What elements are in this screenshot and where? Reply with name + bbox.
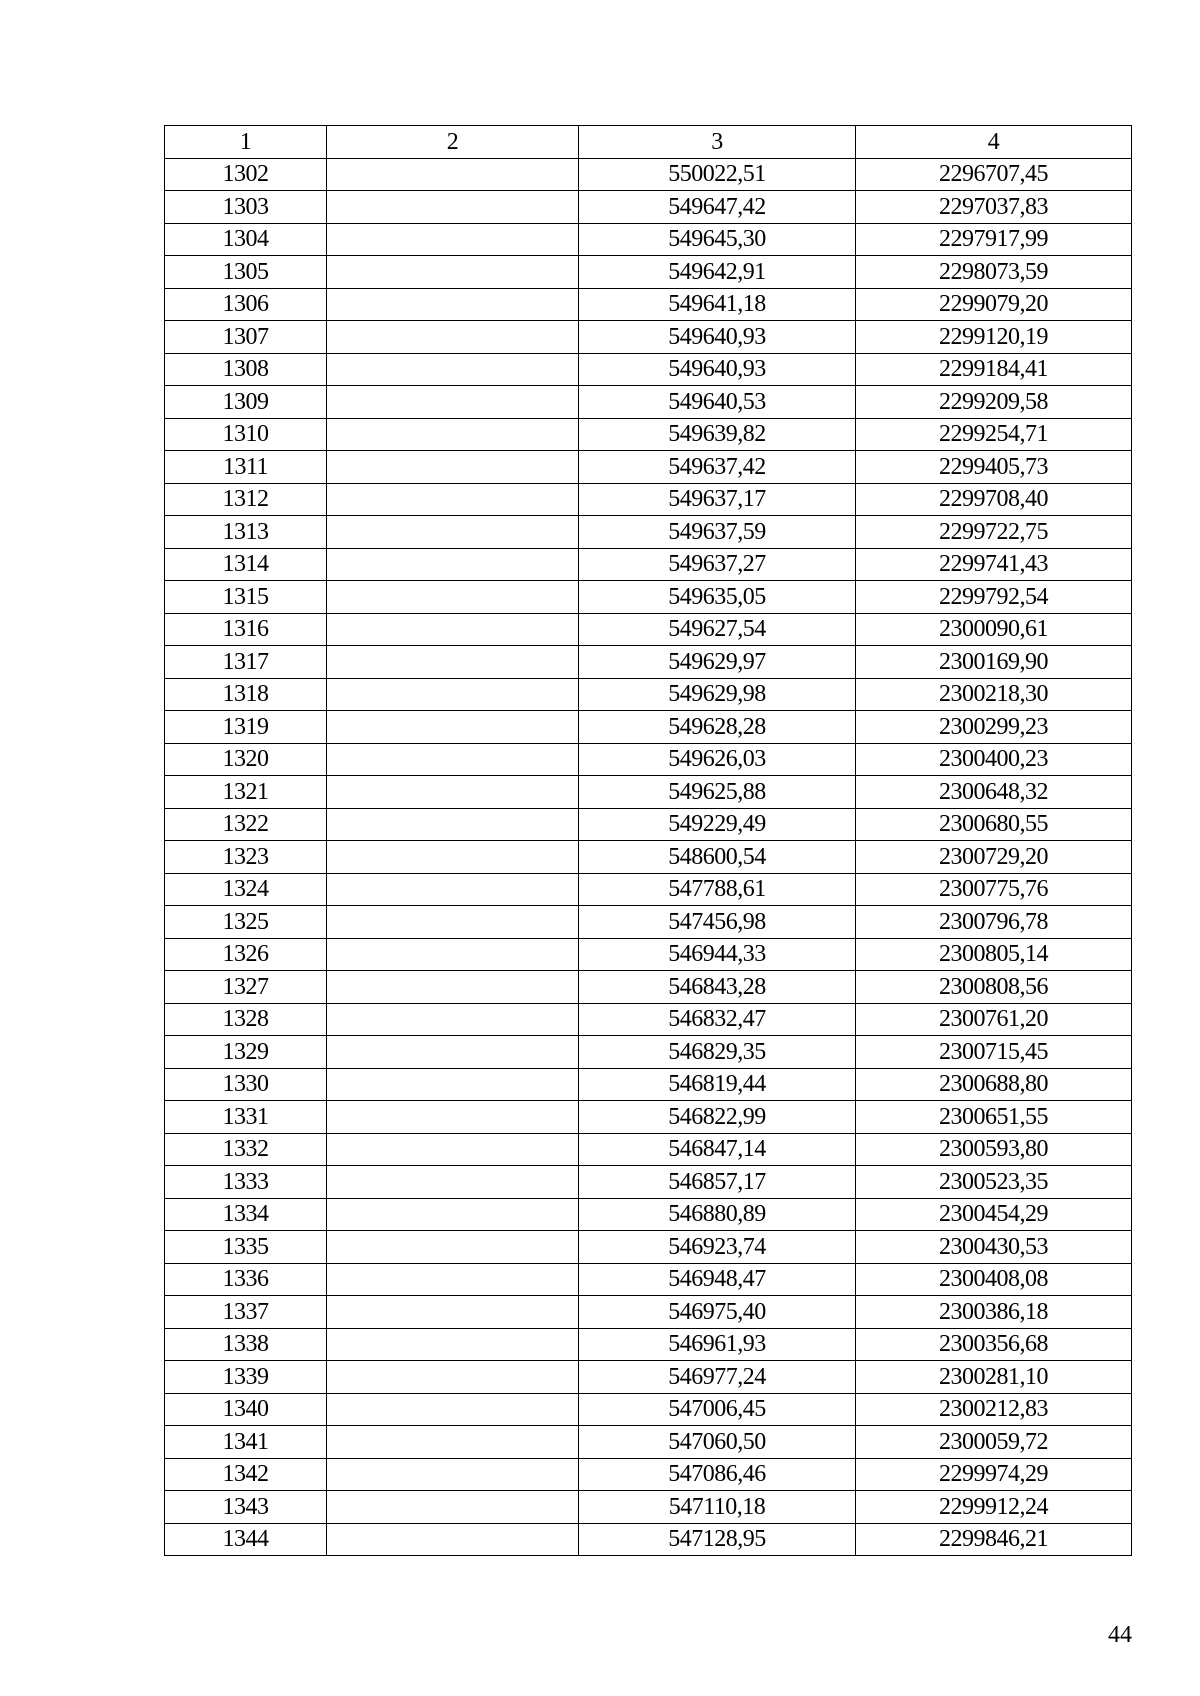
table-row bbox=[165, 776, 1132, 809]
table-cell-col-4: 2300761,20 bbox=[856, 1003, 1132, 1036]
table-row bbox=[165, 483, 1132, 516]
table-cell-col-3: 549647,42 bbox=[579, 191, 856, 224]
table-cell-col-2 bbox=[327, 418, 579, 451]
table-cell-col-3: 546948,47 bbox=[579, 1263, 856, 1296]
table-cell-col-1: 1326 bbox=[165, 938, 327, 971]
table-cell-col-4: 2299405,73 bbox=[856, 451, 1132, 484]
table-cell-col-3: 547086,46 bbox=[579, 1458, 856, 1491]
table-cell-col-3: 547788,61 bbox=[579, 873, 856, 906]
table-row bbox=[165, 1036, 1132, 1069]
table-cell-col-1: 1344 bbox=[165, 1523, 327, 1556]
table-cell-col-2 bbox=[327, 1263, 579, 1296]
table-cell-col-1: 1313 bbox=[165, 516, 327, 549]
table-row bbox=[165, 191, 1132, 224]
table-row bbox=[165, 1231, 1132, 1264]
table-cell-col-1: 1322 bbox=[165, 808, 327, 841]
table-cell-col-2 bbox=[327, 1068, 579, 1101]
table-cell-col-1: 1337 bbox=[165, 1296, 327, 1329]
table-cell-col-2 bbox=[327, 1458, 579, 1491]
table-row bbox=[165, 548, 1132, 581]
table-cell-col-2 bbox=[327, 256, 579, 289]
table-row bbox=[165, 1198, 1132, 1231]
table-cell-col-2 bbox=[327, 1361, 579, 1394]
table-row bbox=[165, 1491, 1132, 1524]
table-row bbox=[165, 581, 1132, 614]
table-cell-col-4: 2300169,90 bbox=[856, 646, 1132, 679]
table-cell-col-1: 1336 bbox=[165, 1263, 327, 1296]
table-row bbox=[165, 841, 1132, 874]
table-cell-col-3: 546829,35 bbox=[579, 1036, 856, 1069]
table-cell-col-1: 1307 bbox=[165, 321, 327, 354]
table-cell-col-3: 546977,24 bbox=[579, 1361, 856, 1394]
table-cell-col-2 bbox=[327, 1523, 579, 1556]
table-cell-col-3: 549640,93 bbox=[579, 321, 856, 354]
table-cell-col-2 bbox=[327, 288, 579, 321]
table-cell-col-2 bbox=[327, 158, 579, 191]
table-cell-col-3: 549627,54 bbox=[579, 613, 856, 646]
table-cell-col-1: 1328 bbox=[165, 1003, 327, 1036]
table-cell-col-3: 546832,47 bbox=[579, 1003, 856, 1036]
table-cell-col-4: 2300218,30 bbox=[856, 678, 1132, 711]
page-number: 44 bbox=[1108, 1622, 1132, 1648]
table-cell-col-4: 2300430,53 bbox=[856, 1231, 1132, 1264]
table-row bbox=[165, 1133, 1132, 1166]
table-cell-col-4: 2300400,23 bbox=[856, 743, 1132, 776]
table-cell-col-2 bbox=[327, 938, 579, 971]
table-row bbox=[165, 938, 1132, 971]
table-cell-col-4: 2300408,08 bbox=[856, 1263, 1132, 1296]
table-cell-col-1: 1310 bbox=[165, 418, 327, 451]
table-cell-col-1: 1338 bbox=[165, 1328, 327, 1361]
table-cell-col-3: 549641,18 bbox=[579, 288, 856, 321]
table-cell-col-2 bbox=[327, 1296, 579, 1329]
table-row bbox=[165, 808, 1132, 841]
table-cell-col-1: 1304 bbox=[165, 223, 327, 256]
table-cell-col-2 bbox=[327, 646, 579, 679]
table-row bbox=[165, 1003, 1132, 1036]
table-cell-col-4: 2299209,58 bbox=[856, 386, 1132, 419]
table-cell-col-2 bbox=[327, 548, 579, 581]
table-cell-col-2 bbox=[327, 581, 579, 614]
table-cell-col-4: 2299120,19 bbox=[856, 321, 1132, 354]
table-cell-col-4: 2300688,80 bbox=[856, 1068, 1132, 1101]
table-cell-col-3: 546880,89 bbox=[579, 1198, 856, 1231]
table-cell-col-2 bbox=[327, 1101, 579, 1134]
table-row bbox=[165, 353, 1132, 386]
table-cell-col-1: 1315 bbox=[165, 581, 327, 614]
table-cell-col-2 bbox=[327, 711, 579, 744]
table-cell-col-4: 2300805,14 bbox=[856, 938, 1132, 971]
column-header-1: 1 bbox=[165, 126, 327, 159]
table-row bbox=[165, 971, 1132, 1004]
table-row bbox=[165, 1263, 1132, 1296]
table-cell-col-1: 1308 bbox=[165, 353, 327, 386]
table-cell-col-2 bbox=[327, 873, 579, 906]
table-cell-col-3: 549645,30 bbox=[579, 223, 856, 256]
table-cell-col-3: 549637,17 bbox=[579, 483, 856, 516]
table-row bbox=[165, 1068, 1132, 1101]
table-cell-col-2 bbox=[327, 971, 579, 1004]
table-cell-col-2 bbox=[327, 1393, 579, 1426]
table-cell-col-2 bbox=[327, 743, 579, 776]
table-cell-col-3: 547128,95 bbox=[579, 1523, 856, 1556]
table-cell-col-3: 548600,54 bbox=[579, 841, 856, 874]
table-cell-col-2 bbox=[327, 191, 579, 224]
table-row bbox=[165, 646, 1132, 679]
table-cell-col-4: 2300729,20 bbox=[856, 841, 1132, 874]
table-cell-col-3: 549229,49 bbox=[579, 808, 856, 841]
table-cell-col-3: 549637,27 bbox=[579, 548, 856, 581]
table-row bbox=[165, 1328, 1132, 1361]
table-cell-col-1: 1320 bbox=[165, 743, 327, 776]
table-cell-col-4: 2300796,78 bbox=[856, 906, 1132, 939]
table-cell-col-1: 1312 bbox=[165, 483, 327, 516]
table-cell-col-2 bbox=[327, 223, 579, 256]
table-cell-col-1: 1329 bbox=[165, 1036, 327, 1069]
table-cell-col-4: 2299079,20 bbox=[856, 288, 1132, 321]
table-cell-col-3: 546923,74 bbox=[579, 1231, 856, 1264]
table-cell-col-4: 2300059,72 bbox=[856, 1426, 1132, 1459]
table-cell-col-4: 2300281,10 bbox=[856, 1361, 1132, 1394]
table-cell-col-4: 2300651,55 bbox=[856, 1101, 1132, 1134]
table-cell-col-3: 546843,28 bbox=[579, 971, 856, 1004]
table-row bbox=[165, 223, 1132, 256]
table-cell-col-3: 547006,45 bbox=[579, 1393, 856, 1426]
table-cell-col-2 bbox=[327, 451, 579, 484]
column-header-4: 4 bbox=[856, 126, 1132, 159]
table-cell-col-2 bbox=[327, 678, 579, 711]
table-cell-col-4: 2300775,76 bbox=[856, 873, 1132, 906]
table-cell-col-3: 547456,98 bbox=[579, 906, 856, 939]
table-cell-col-1: 1342 bbox=[165, 1458, 327, 1491]
table-row bbox=[165, 1523, 1132, 1556]
table-cell-col-2 bbox=[327, 353, 579, 386]
table-cell-col-2 bbox=[327, 1198, 579, 1231]
table-cell-col-3: 546847,14 bbox=[579, 1133, 856, 1166]
table-cell-col-4: 2300212,83 bbox=[856, 1393, 1132, 1426]
table-cell-col-3: 549639,82 bbox=[579, 418, 856, 451]
table-cell-col-4: 2300299,23 bbox=[856, 711, 1132, 744]
table-row bbox=[165, 1296, 1132, 1329]
table-cell-col-1: 1319 bbox=[165, 711, 327, 744]
table-cell-col-3: 549640,53 bbox=[579, 386, 856, 419]
table-row bbox=[165, 516, 1132, 549]
table-row bbox=[165, 1361, 1132, 1394]
table-cell-col-1: 1333 bbox=[165, 1166, 327, 1199]
table-cell-col-3: 549625,88 bbox=[579, 776, 856, 809]
table-row bbox=[165, 1426, 1132, 1459]
table-cell-col-2 bbox=[327, 776, 579, 809]
table-cell-col-1: 1318 bbox=[165, 678, 327, 711]
table-cell-col-1: 1341 bbox=[165, 1426, 327, 1459]
table-cell-col-2 bbox=[327, 1133, 579, 1166]
table-row bbox=[165, 256, 1132, 289]
table-cell-col-1: 1314 bbox=[165, 548, 327, 581]
column-header-2: 2 bbox=[327, 126, 579, 159]
table-row bbox=[165, 1101, 1132, 1134]
table-row bbox=[165, 1458, 1132, 1491]
table-cell-col-4: 2299792,54 bbox=[856, 581, 1132, 614]
table-cell-col-1: 1330 bbox=[165, 1068, 327, 1101]
table-row bbox=[165, 1393, 1132, 1426]
table-cell-col-3: 549626,03 bbox=[579, 743, 856, 776]
table-cell-col-4: 2300454,29 bbox=[856, 1198, 1132, 1231]
table-cell-col-3: 547060,50 bbox=[579, 1426, 856, 1459]
table-cell-col-1: 1324 bbox=[165, 873, 327, 906]
table-cell-col-3: 549629,98 bbox=[579, 678, 856, 711]
table-row bbox=[165, 873, 1132, 906]
table-cell-col-2 bbox=[327, 1328, 579, 1361]
table-cell-col-1: 1340 bbox=[165, 1393, 327, 1426]
table-cell-col-1: 1303 bbox=[165, 191, 327, 224]
table-cell-col-4: 2297917,99 bbox=[856, 223, 1132, 256]
table-cell-col-4: 2300356,68 bbox=[856, 1328, 1132, 1361]
table-cell-col-2 bbox=[327, 1491, 579, 1524]
table-row bbox=[165, 1166, 1132, 1199]
table-cell-col-4: 2299846,21 bbox=[856, 1523, 1132, 1556]
table-cell-col-2 bbox=[327, 1166, 579, 1199]
table-cell-col-3: 549642,91 bbox=[579, 256, 856, 289]
table-cell-col-4: 2299741,43 bbox=[856, 548, 1132, 581]
table-row bbox=[165, 451, 1132, 484]
table-cell-col-2 bbox=[327, 483, 579, 516]
table-cell-col-2 bbox=[327, 808, 579, 841]
table-cell-col-1: 1332 bbox=[165, 1133, 327, 1166]
table-body bbox=[165, 158, 1132, 1556]
table-cell-col-4: 2299912,24 bbox=[856, 1491, 1132, 1524]
table-cell-col-1: 1316 bbox=[165, 613, 327, 646]
table-cell-col-4: 2300648,32 bbox=[856, 776, 1132, 809]
table-cell-col-4: 2299184,41 bbox=[856, 353, 1132, 386]
table-cell-col-1: 1309 bbox=[165, 386, 327, 419]
table-cell-col-3: 546975,40 bbox=[579, 1296, 856, 1329]
table-cell-col-3: 546857,17 bbox=[579, 1166, 856, 1199]
table-cell-col-3: 549637,42 bbox=[579, 451, 856, 484]
table-cell-col-3: 546961,93 bbox=[579, 1328, 856, 1361]
table-cell-col-4: 2296707,45 bbox=[856, 158, 1132, 191]
table-cell-col-2 bbox=[327, 1036, 579, 1069]
table-cell-col-2 bbox=[327, 613, 579, 646]
table-cell-col-2 bbox=[327, 1426, 579, 1459]
table-cell-col-1: 1334 bbox=[165, 1198, 327, 1231]
table-cell-col-1: 1302 bbox=[165, 158, 327, 191]
table-cell-col-2 bbox=[327, 321, 579, 354]
table-cell-col-2 bbox=[327, 1003, 579, 1036]
table-cell-col-1: 1343 bbox=[165, 1491, 327, 1524]
table-cell-col-4: 2300715,45 bbox=[856, 1036, 1132, 1069]
table-cell-col-2 bbox=[327, 516, 579, 549]
table-cell-col-3: 549640,93 bbox=[579, 353, 856, 386]
table-cell-col-4: 2300523,35 bbox=[856, 1166, 1132, 1199]
table-cell-col-1: 1317 bbox=[165, 646, 327, 679]
table-cell-col-3: 549637,59 bbox=[579, 516, 856, 549]
table-cell-col-3: 549628,28 bbox=[579, 711, 856, 744]
table-cell-col-1: 1325 bbox=[165, 906, 327, 939]
table-row bbox=[165, 288, 1132, 321]
table-cell-col-1: 1339 bbox=[165, 1361, 327, 1394]
table-cell-col-2 bbox=[327, 1231, 579, 1264]
table-row bbox=[165, 386, 1132, 419]
table-cell-col-4: 2299708,40 bbox=[856, 483, 1132, 516]
table-cell-col-4: 2299722,75 bbox=[856, 516, 1132, 549]
table-cell-col-3: 546819,44 bbox=[579, 1068, 856, 1101]
table-row bbox=[165, 613, 1132, 646]
table-cell-col-4: 2297037,83 bbox=[856, 191, 1132, 224]
column-header-3: 3 bbox=[579, 126, 856, 159]
table-row bbox=[165, 906, 1132, 939]
table-cell-col-1: 1323 bbox=[165, 841, 327, 874]
table-cell-col-4: 2299254,71 bbox=[856, 418, 1132, 451]
table-cell-col-3: 546944,33 bbox=[579, 938, 856, 971]
table-header-row bbox=[165, 126, 1132, 159]
table-cell-col-4: 2299974,29 bbox=[856, 1458, 1132, 1491]
table-cell-col-4: 2300090,61 bbox=[856, 613, 1132, 646]
table-cell-col-4: 2300386,18 bbox=[856, 1296, 1132, 1329]
table-cell-col-3: 549629,97 bbox=[579, 646, 856, 679]
table-cell-col-1: 1321 bbox=[165, 776, 327, 809]
table-cell-col-4: 2300680,55 bbox=[856, 808, 1132, 841]
table-cell-col-3: 550022,51 bbox=[579, 158, 856, 191]
table-cell-col-1: 1306 bbox=[165, 288, 327, 321]
table-cell-col-1: 1335 bbox=[165, 1231, 327, 1264]
table-cell-col-3: 546822,99 bbox=[579, 1101, 856, 1134]
table-cell-col-1: 1305 bbox=[165, 256, 327, 289]
table-cell-col-1: 1311 bbox=[165, 451, 327, 484]
table-cell-col-4: 2300808,56 bbox=[856, 971, 1132, 1004]
table-cell-col-2 bbox=[327, 841, 579, 874]
table-cell-col-3: 547110,18 bbox=[579, 1491, 856, 1524]
table-cell-col-4: 2300593,80 bbox=[856, 1133, 1132, 1166]
table-row bbox=[165, 418, 1132, 451]
table-row bbox=[165, 321, 1132, 354]
coordinates-table bbox=[164, 125, 1132, 1556]
table-cell-col-4: 2298073,59 bbox=[856, 256, 1132, 289]
table-row bbox=[165, 678, 1132, 711]
table-cell-col-3: 549635,05 bbox=[579, 581, 856, 614]
table-cell-col-1: 1331 bbox=[165, 1101, 327, 1134]
table-cell-col-1: 1327 bbox=[165, 971, 327, 1004]
table-cell-col-2 bbox=[327, 906, 579, 939]
table-row bbox=[165, 158, 1132, 191]
table-row bbox=[165, 743, 1132, 776]
table-cell-col-2 bbox=[327, 386, 579, 419]
table-row bbox=[165, 711, 1132, 744]
